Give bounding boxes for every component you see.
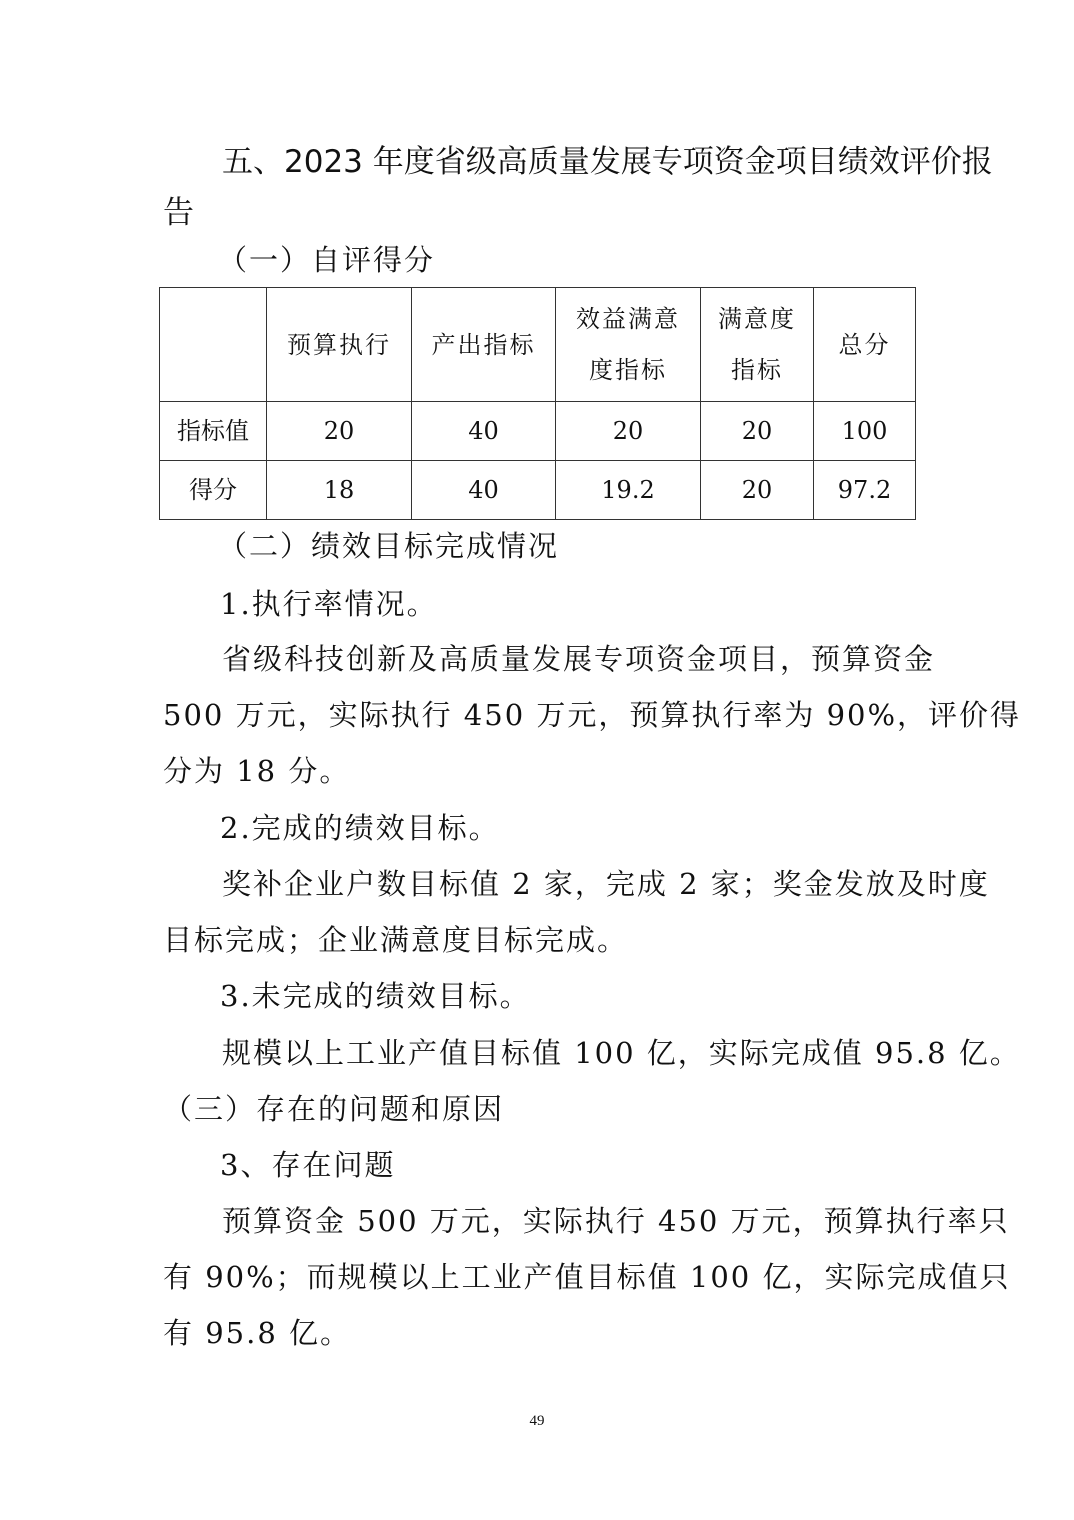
item-heading-completed-goals: 2.完成的绩效目标。	[220, 811, 500, 845]
table-header-cell: 总分	[814, 288, 916, 402]
table-header-cell: 预算执行	[267, 288, 412, 402]
paragraph-line: 奖补企业户数目标值 2 家，完成 2 家；奖金发放及时度	[222, 867, 990, 901]
item-heading-uncompleted-goals: 3.未完成的绩效目标。	[220, 979, 531, 1013]
table-cell: 20	[701, 461, 814, 520]
table-cell: 40	[412, 402, 556, 461]
table-row	[160, 402, 916, 461]
paragraph-line: 有 90%；而规模以上工业产值目标值 100 亿，实际完成值只	[163, 1260, 1011, 1294]
item-heading-execution-rate: 1.执行率情况。	[220, 587, 438, 621]
item-heading-existing-problems: 3、存在问题	[220, 1148, 396, 1182]
table-row-label: 得分	[160, 461, 267, 520]
table-row-label: 指标值	[160, 402, 267, 461]
paragraph-line: 分为 18 分。	[163, 754, 351, 788]
paragraph-line: 规模以上工业产值目标值 100 亿，实际完成值 95.8 亿。	[222, 1036, 1021, 1070]
table-cell: 19.2	[556, 461, 701, 520]
section-heading-goal-completion: （二）绩效目标完成情况	[218, 529, 560, 563]
table-header-cell: 效益满意 度指标	[556, 288, 701, 402]
table-row	[160, 461, 916, 520]
table-header-cell: 产出指标	[412, 288, 556, 402]
page-number: 49	[529, 1413, 545, 1429]
table-header-row	[160, 288, 916, 402]
table-cell: 40	[412, 461, 556, 520]
table-cell: 20	[556, 402, 701, 461]
table-cell: 20	[701, 402, 814, 461]
table-header-cell: 满意度 指标	[701, 288, 814, 402]
table-cell: 97.2	[814, 461, 916, 520]
paragraph-line: 目标完成；企业满意度目标完成。	[163, 923, 629, 957]
section-heading-self-score: （一）自评得分	[218, 243, 436, 277]
table-cell: 100	[814, 402, 916, 461]
paragraph-line: 预算资金 500 万元，实际执行 450 万元，预算执行率只	[222, 1204, 1010, 1238]
paragraph-line: 500 万元，实际执行 450 万元，预算执行率为 90%，评价得	[163, 698, 1022, 732]
section-heading-problems: （三）存在的问题和原因	[163, 1092, 505, 1126]
table-cell: 20	[267, 402, 412, 461]
paragraph-line: 省级科技创新及高质量发展专项资金项目，预算资金	[222, 642, 936, 676]
table-cell: 18	[267, 461, 412, 520]
report-title-line-2: 告	[163, 195, 194, 231]
report-title-line-1: 五、2023 年度省级高质量发展专项资金项目绩效评价报	[222, 144, 993, 180]
self-score-table	[159, 287, 916, 520]
table-header-cell-empty	[160, 288, 267, 402]
paragraph-line: 有 95.8 亿。	[163, 1316, 352, 1350]
